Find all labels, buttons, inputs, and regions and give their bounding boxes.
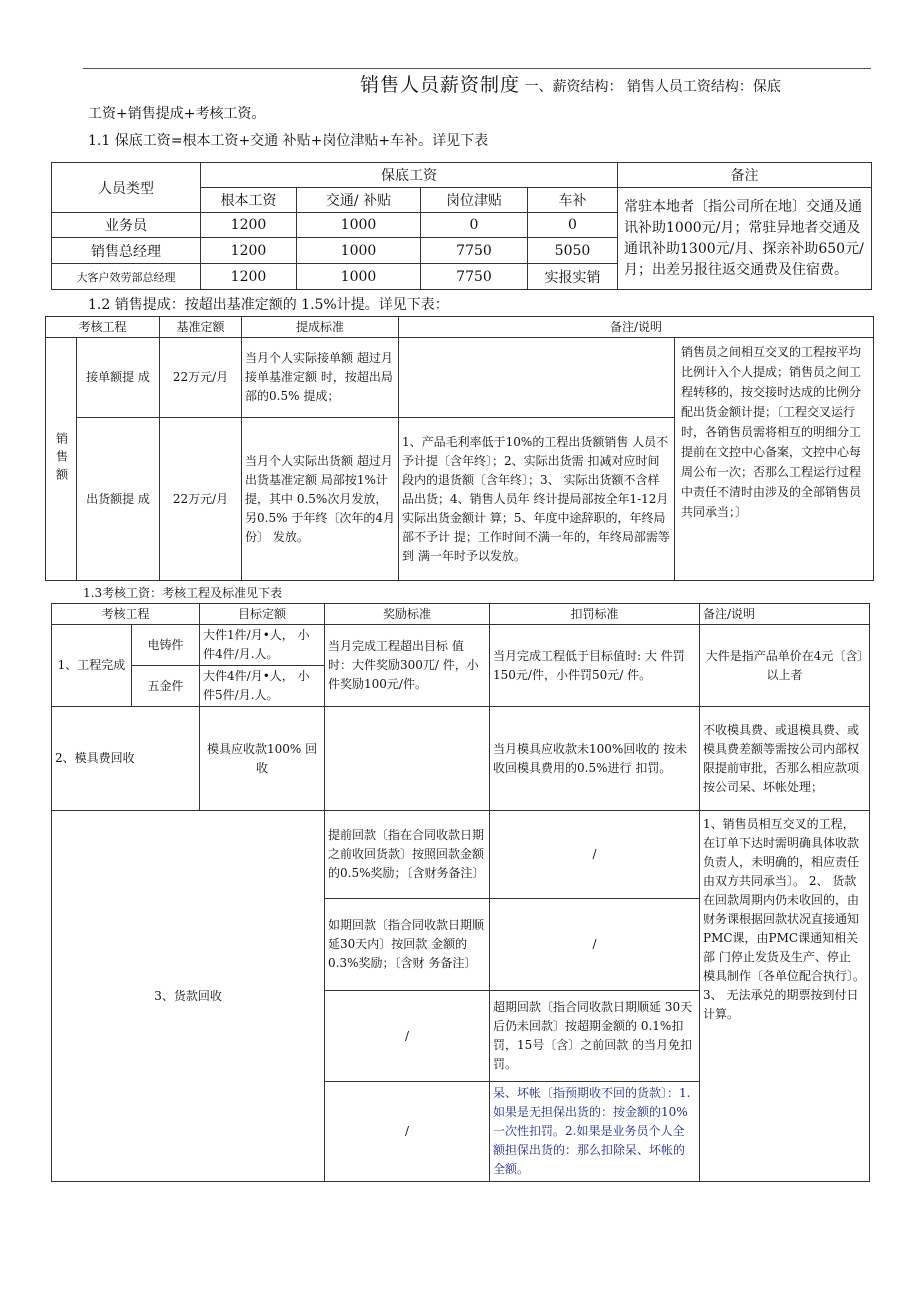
header-person-type: 人员类型	[52, 163, 201, 213]
note-payment: 1、销售员相互交叉的工程，在订单下达时需明确具体收款负责人，未明确的，相应责任由双方共同承当〕。 2、 货款在回款周期内仍未收回的，由财务课根据回款状况直接通知 PMC课，由PMC课通知相关部 门停止发货及生产、停止 模具制作〔各单位配合执行〕。 3、 无法承兑的期票按到付日计算。	[700, 811, 870, 1182]
header-target: 目标定额	[200, 604, 325, 625]
header-penalty: 扣罚标准	[490, 604, 700, 625]
top-rule	[83, 68, 871, 69]
col-header: 车补	[528, 188, 618, 213]
person-type: 业务员	[52, 213, 201, 238]
penalty-project: 当月完成工程低于目标值时: 大 件罚150元/件，小件罚50元/ 件。	[490, 625, 700, 707]
note-project: 大件是指产品单价在4元〔含〕以上者	[700, 625, 870, 707]
intro-line-2: 工资+销售提成+考核工资。	[88, 106, 266, 122]
standard-shipment: 当月个人实际出货额 超过月出货基准定额 局部按1%计提，其中 0.5%次月发放，另0.5% 于年终〔次年的4月份〕 发放。	[242, 418, 399, 581]
reward-bad-debt: /	[325, 1082, 490, 1182]
section-1-1-heading: 1.1 保底工资=根本工资+交通 补贴+岗位津贴+车补。详见下表	[88, 133, 489, 149]
sub-hardware: 五金件	[132, 666, 200, 707]
note-mold-fee: 不收模具费、或退模具费、或模具费差额等需按公司内部权限提前审批，否那么相应款项按公司呆、坏帐处理；	[700, 707, 870, 811]
cell: 7750	[421, 264, 528, 290]
standard-order: 当月个人实际接单额 超过月接单基准定额 时，按超出局部的0.5% 提成；	[242, 338, 399, 418]
header-reward: 奖励标准	[325, 604, 490, 625]
blank-note	[399, 338, 675, 418]
cell: 实报实销	[528, 264, 618, 290]
section-1-3-heading: 1.3考核工资：考核工程及标准见下表	[83, 586, 283, 600]
base-shipment: 22万元/月	[160, 418, 242, 581]
group-sales: 销售额	[46, 338, 77, 581]
cross-project-note: 销售员之间相互交叉的工程按平均比例计入个人提成；销售员之间工程转移的，按交接时达成的比例分配出货金额计提；〔工程交叉运行时，各销售员需将相互的明细分工提前在文控中心备案，文控中心每周公布一次；否那么工程运行过程中责任不清时由涉及的全部销售员共同承当；〕	[675, 338, 874, 581]
base-salary-table	[51, 162, 872, 290]
assessment-table	[51, 603, 870, 1182]
reward-overdue-payment: /	[325, 991, 490, 1082]
item-project-completion: 1、工程完成	[52, 625, 132, 707]
reward-ontime-payment: 如期回款〔指合同收款日期顺延30天内〕按回款 金额的0.3%奖励；〔含财 务备注〕	[325, 899, 490, 991]
title-line	[360, 70, 880, 97]
col-header: 岗位津贴	[421, 188, 528, 213]
penalty-mold-fee: 当月模具应收款未100%回收的 按未收回模具费用的0.5%进行 扣罚。	[490, 707, 700, 811]
reward-mold-fee	[325, 707, 490, 811]
cell: 1000	[297, 264, 421, 290]
person-type: 销售总经理	[52, 238, 201, 264]
item-shipment-commission: 出货额提 成	[77, 418, 160, 581]
penalty-early-payment: /	[490, 811, 700, 899]
reward-project: 当月完成工程超出目标 值时：大件奖励300兀/ 件，小件奖励100元/件。	[325, 625, 490, 707]
cell: 1200	[201, 213, 297, 238]
page-title: 销售人员薪资制度	[360, 74, 521, 96]
reward-early-payment: 提前回款〔指在合同收款日期之前收回货款〕按照回款金额的0.5%奖励；〔含财务备注〕	[325, 811, 490, 899]
header-standard: 提成标准	[242, 317, 399, 338]
header-item: 考核工程	[52, 604, 200, 625]
cell: 1000	[297, 213, 421, 238]
target-electroforming: 大件1件/月•人， 小件4件/月.人。	[200, 625, 325, 666]
sub-electroforming: 电铸件	[132, 625, 200, 666]
item-payment-collection: 3、货款回收	[52, 811, 325, 1182]
item-mold-fee: 2、模具费回收	[52, 707, 200, 811]
header-note: 备注/说明	[399, 317, 874, 338]
header-item: 考核工程	[46, 317, 160, 338]
shipment-rules-note: 1、产品毛利率低于10%的工程出货额销售 人员不予计提〔含年终〕；2、实际出货需 扣减对应时间段内的退货额〔含年终〕；3、 实际出货额不含样品出货；4、销售人员年 终计提局部按全年1-12月实际出货金额计 算；5、年度中途辞职的，年终局部不予计 提；工作时间不满一年的，年终局部需等到 满一年时予以发放。	[399, 418, 675, 581]
header-note: 备注	[618, 163, 872, 188]
item-order-commission: 接单额提 成	[77, 338, 160, 418]
commission-table	[45, 316, 874, 581]
header-base: 基准定额	[160, 317, 242, 338]
cell: 1000	[297, 238, 421, 264]
base-salary-note: 常驻本地者〔指公司所在地〕交通及通 讯补助1000元/月；常驻异地者交通及 通讯补助1300元/月、探亲补助650元/ 月；出差另报往返交通费及住宿费。	[618, 188, 872, 290]
person-type: 大客户效劳部总经理	[52, 264, 201, 290]
cell: 0	[421, 213, 528, 238]
section-1-2-heading: 1.2 销售提成：按超出基准定额的 1.5%计提。详见下表：	[88, 297, 449, 313]
target-hardware: 大件4件/月•人， 小件5件/月.人。	[200, 666, 325, 707]
cell: 1200	[201, 264, 297, 290]
penalty-overdue-payment: 超期回款〔指合同收款日期顺延 30天后仍未回款〕按超期金额的 0.1%扣罚，15号〔含〕之前回款 的当月免扣罚。	[490, 991, 700, 1082]
target-mold-fee: 模具应收款100% 回收	[200, 707, 325, 811]
intro-text: 一、薪资结构： 销售人员工资结构：保底	[524, 79, 781, 95]
col-header: 交通/ 补贴	[297, 188, 421, 213]
cell: 7750	[421, 238, 528, 264]
cell: 5050	[528, 238, 618, 264]
col-header: 根本工资	[201, 188, 297, 213]
cell: 0	[528, 213, 618, 238]
penalty-ontime-payment: /	[490, 899, 700, 991]
header-base-salary: 保底工资	[201, 163, 618, 188]
cell: 1200	[201, 238, 297, 264]
base-order: 22万元/月	[160, 338, 242, 418]
penalty-bad-debt: 呆、坏帐〔指预期收不回的货款〕：1.如果是无担保出货的：按金额的10% 一次性扣罚。2.如果是业务员个人全额担保出货的：那么扣除呆、坏帐的全额。	[490, 1082, 700, 1182]
header-note: 备注/说明	[700, 604, 870, 625]
